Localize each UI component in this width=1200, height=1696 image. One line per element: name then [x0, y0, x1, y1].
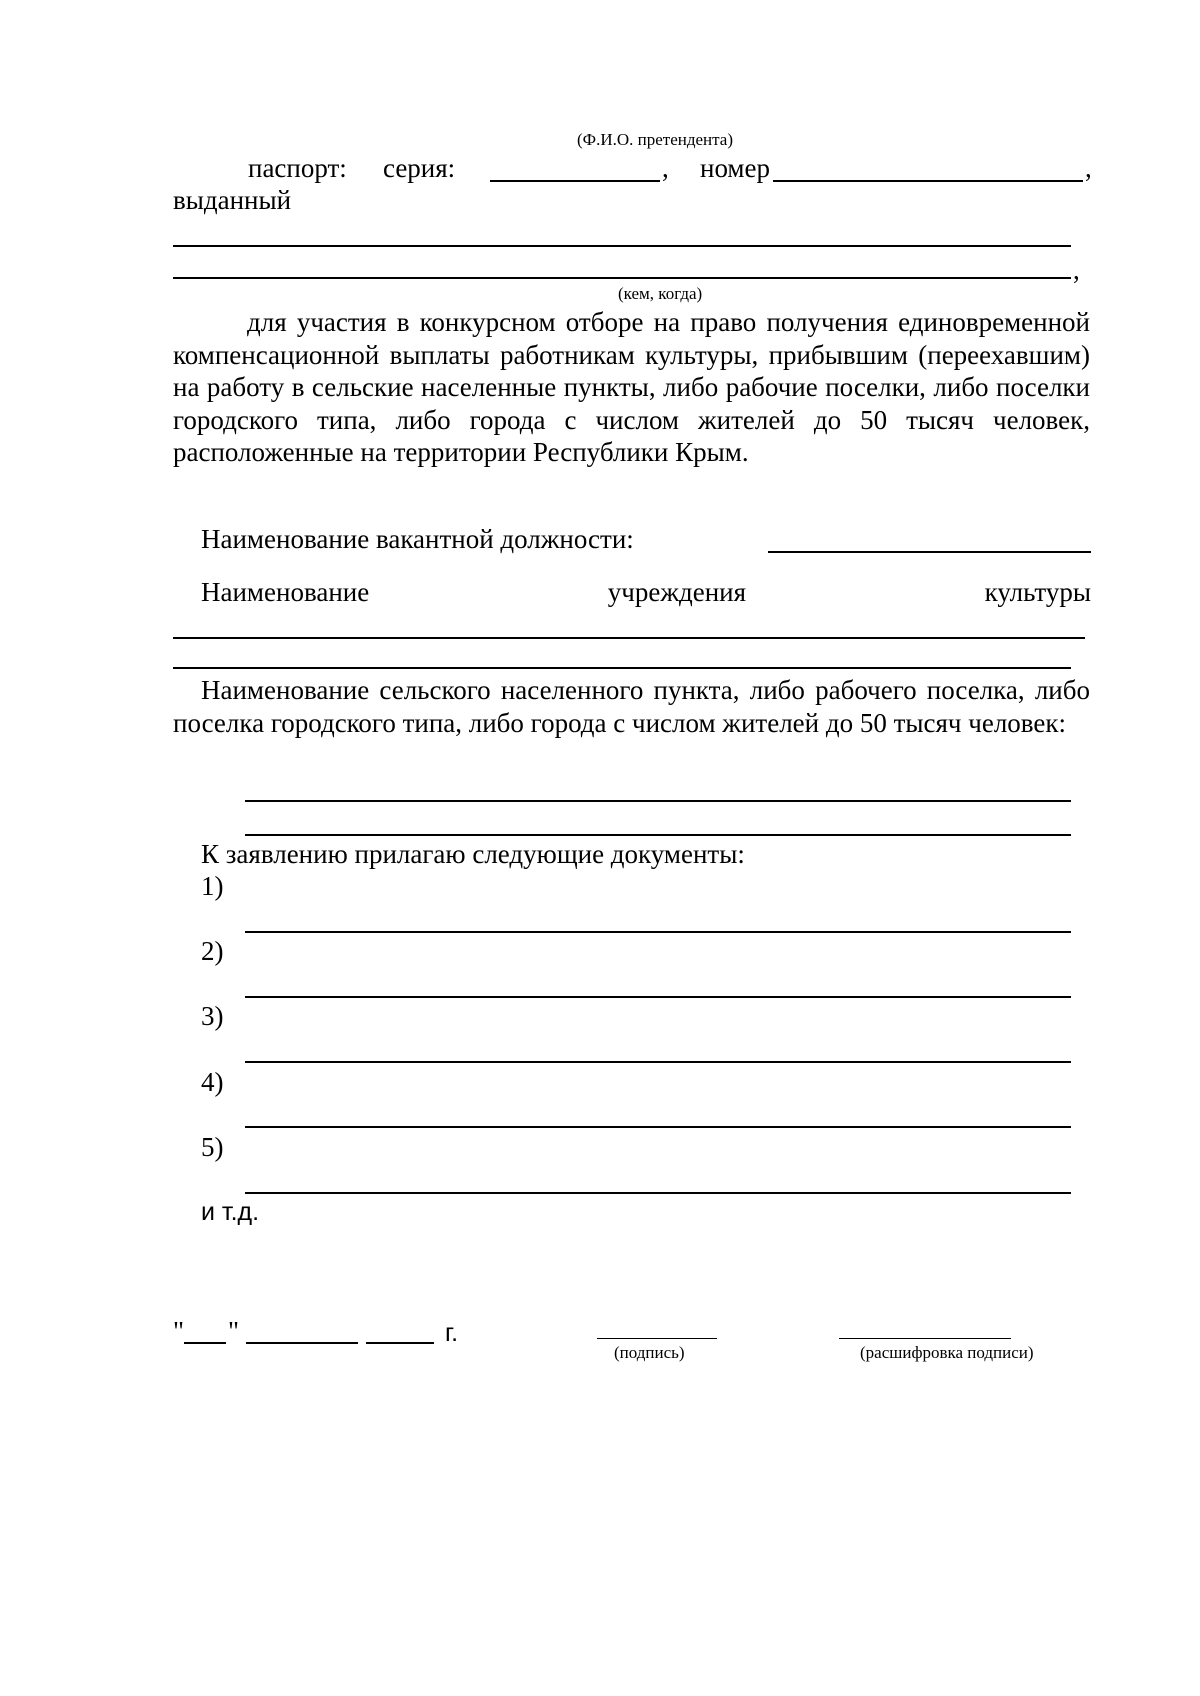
attachment-field-line-2[interactable]: [245, 996, 1071, 998]
signature-decoding-line[interactable]: [839, 1338, 1011, 1339]
fio-caption: (Ф.И.О. претендента): [577, 130, 733, 149]
attachment-field-line-4[interactable]: [245, 1126, 1071, 1128]
settlement-label: Наименование сельского населенного пункта, либо рабочего поселка, либо поселка городского типа, либо города с числом жителей до 50 тысяч человек:: [173, 675, 1090, 738]
number-field-line[interactable]: [773, 180, 1083, 182]
settlement-field-line-2[interactable]: [245, 834, 1071, 836]
attachment-field-line-5[interactable]: [245, 1192, 1071, 1194]
date-open-quote: ": [173, 1316, 185, 1346]
vacancy-field-line[interactable]: [768, 551, 1091, 553]
purpose-text: для участия в конкурсном отборе на право получения единовременной компенсационной выплаты работникам культуры, прибывшим (переехавшим) на работу в сельские населенные пункты, либо рабочие поселки, либо поселки городского типа, либо города с числом жителей до 50 тысяч человек, расположенные на территории Республики Крым.: [173, 307, 1090, 467]
institution-field-line-1[interactable]: [173, 637, 1085, 639]
issuer-field-line-1[interactable]: [173, 245, 1071, 247]
series-label: серия:: [383, 153, 456, 183]
institution-word-3: культуры: [984, 577, 1091, 607]
issued-label: выданный: [173, 185, 292, 215]
date-day-line[interactable]: [184, 1342, 226, 1344]
settlement-paragraph: [173, 674, 1090, 739]
attachments-intro: К заявлению прилагаю следующие документы:: [201, 839, 745, 869]
settlement-field-line-1[interactable]: [245, 800, 1071, 802]
purpose-paragraph: [173, 306, 1090, 469]
year-suffix: г.: [445, 1319, 459, 1347]
series-field-line[interactable]: [490, 180, 660, 182]
attachment-number-3: 3): [201, 1001, 224, 1031]
signature-decoding-caption: (расшифровка подписи): [860, 1343, 1034, 1362]
attachments-etc: и т.д.: [201, 1198, 260, 1226]
signature-line[interactable]: [597, 1338, 717, 1339]
number-label: номер: [700, 153, 771, 183]
date-month-line[interactable]: [246, 1342, 358, 1344]
date-year-line[interactable]: [366, 1342, 434, 1344]
signature-caption: (подпись): [614, 1343, 685, 1362]
issuer-caption: (кем, когда): [618, 284, 703, 303]
institution-label: [201, 576, 1091, 608]
institution-word-2: учреждения: [607, 577, 747, 607]
issuer-field-line-2[interactable]: [173, 277, 1071, 279]
date-close-quote: ": [228, 1316, 240, 1346]
attachment-field-line-1[interactable]: [245, 931, 1071, 933]
vacancy-label: Наименование вакантной должности:: [201, 524, 634, 554]
number-comma: ,: [1085, 153, 1092, 183]
attachment-number-1: 1): [201, 871, 224, 901]
attachment-number-5: 5): [201, 1132, 224, 1162]
attachment-field-line-3[interactable]: [245, 1061, 1071, 1063]
series-comma: ,: [662, 153, 669, 183]
attachment-number-2: 2): [201, 936, 224, 966]
institution-word-1: Наименование: [201, 577, 370, 607]
attachment-number-4: 4): [201, 1067, 224, 1097]
institution-field-line-2[interactable]: [173, 667, 1071, 669]
passport-label: паспорт:: [248, 153, 347, 183]
issuer-comma: ,: [1073, 255, 1080, 285]
